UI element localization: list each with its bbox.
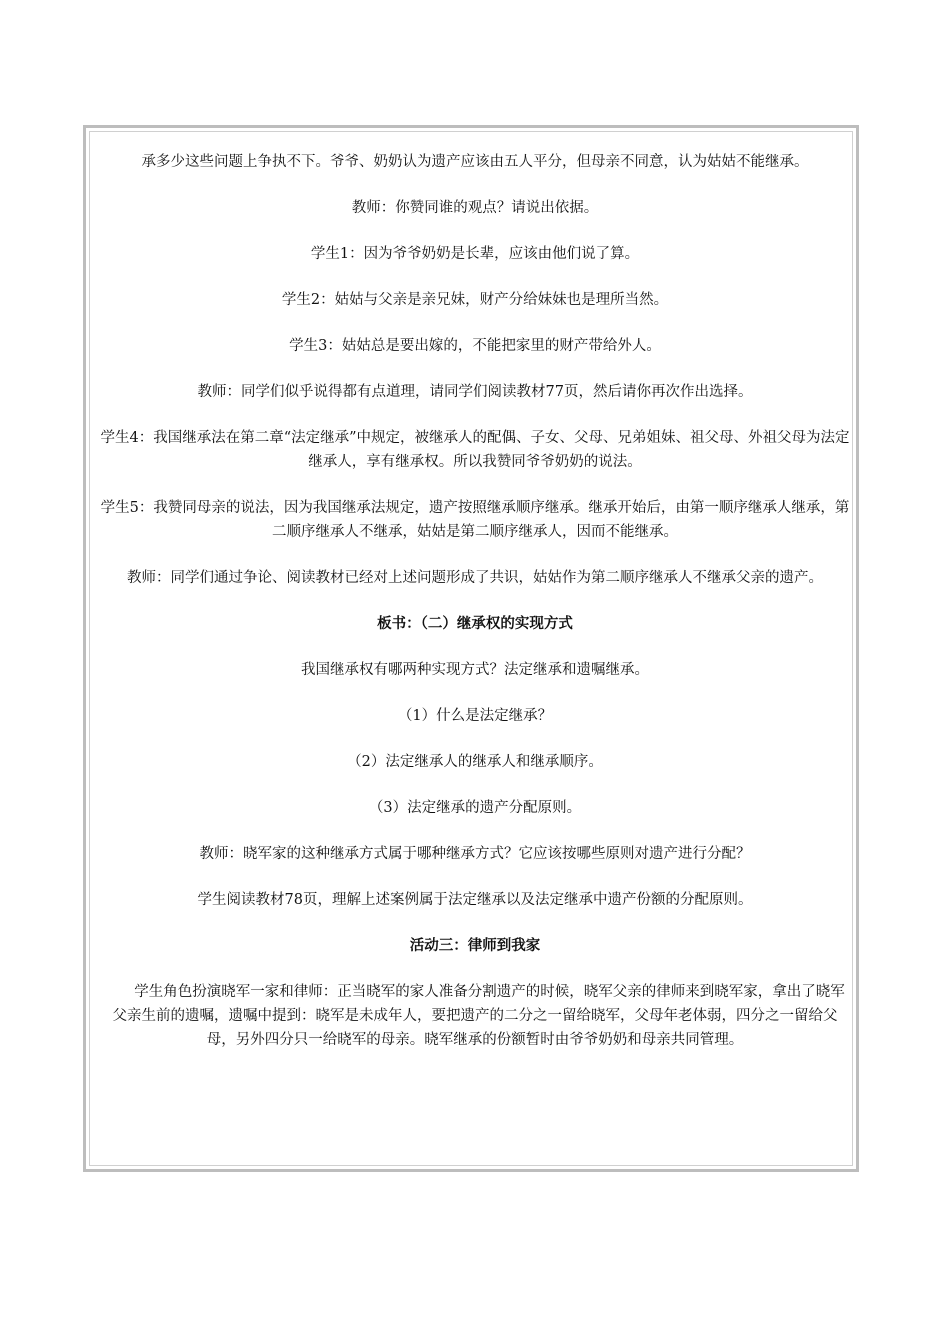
paragraph-13: （2）法定继承人的继承人和继承顺序。 — [347, 754, 603, 770]
paragraph-9: 教师：同学们通过争论、阅读教材已经对上述问题形成了共识，姑姑作为第二顺序继承人不继承父亲的遗产。 — [127, 570, 823, 586]
board-heading: 板书：（二）继承权的实现方式 — [377, 615, 573, 632]
paragraph-14: （3）法定继承的遗产分配原则。 — [368, 800, 582, 816]
paragraph-16: 学生阅读教材78页，理解上述案例属于法定继承以及法定继承中遗产份额的分配原则。 — [197, 892, 753, 908]
paragraph-7: 学生4：我国继承法在第二章“法定继承”中规定，被继承人的配偶、子女、父母、兄弟姐妹、祖父母、外祖父母为法定继承人，享有继承权。所以我赞同爷爷奶奶的说法。 — [100, 430, 850, 470]
paragraph-8: 学生5：我赞同母亲的说法，因为我国继承法规定，遗产按照继承顺序继承。继承开始后，由第一顺序继承人继承，第二顺序继承人不继承，姑姑是第二顺序继承人，因而不能继承。 — [100, 500, 850, 540]
paragraph-18: 学生角色扮演晓军一家和律师：正当晓军的家人准备分割遗产的时候，晓军父亲的律师来到晓军家，拿出了晓军父亲生前的遗嘱，遗嘱中提到：晓军是未成年人，要把遗产的二分之一留给晓军，父母年老体弱，四分之一留给父母，另外四分只一给晓军的母亲。晓军继承的份额暂时由爷爷奶奶和母亲共同管理。 — [112, 984, 845, 1048]
document-body — [100, 150, 850, 1074]
paragraph-1: 承多少这些问题上争执不下。爷爷、奶奶认为遗产应该由五人平分，但母亲不同意，认为姑姑不能继承。 — [141, 154, 809, 170]
paragraph-2: 教师：你赞同谁的观点？请说出依据。 — [351, 200, 599, 216]
paragraph-4: 学生2：姑姑与父亲是亲兄妹，财产分给妹妹也是理所当然。 — [281, 292, 669, 308]
paragraph-5: 学生3：姑姑总是要出嫁的，不能把家里的财产带给外人。 — [289, 338, 661, 354]
paragraph-15: 教师：晓军家的这种继承方式属于哪种继承方式？它应该按哪些原则对遗产进行分配？ — [199, 846, 751, 862]
paragraph-3: 学生1：因为爷爷奶奶是长辈，应该由他们说了算。 — [310, 246, 640, 262]
activity-heading: 活动三：律师到我家 — [409, 937, 541, 954]
paragraph-11: 我国继承权有哪两种实现方式？法定继承和遗嘱继承。 — [301, 662, 649, 678]
paragraph-12: （1）什么是法定继承？ — [397, 708, 553, 724]
paragraph-6: 教师：同学们似乎说得都有点道理，请同学们阅读教材77页，然后请你再次作出选择。 — [197, 384, 753, 400]
